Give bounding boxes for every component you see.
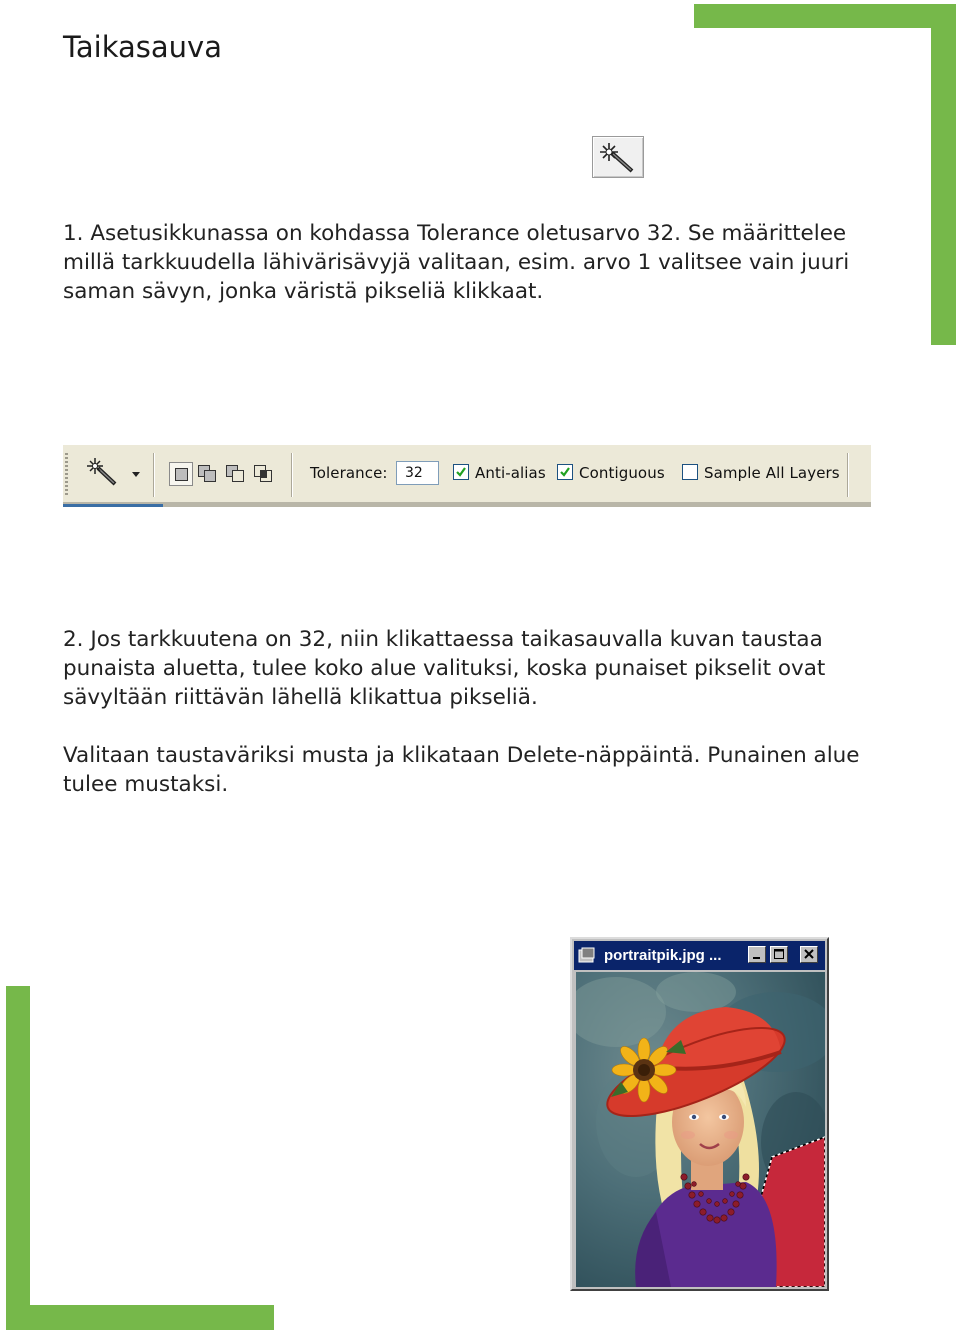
decorative-bar-bottom (6, 1305, 274, 1330)
tool-preset-dropdown-arrow[interactable] (132, 472, 140, 477)
decorative-bar-left (6, 986, 30, 1330)
magic-wand-tool-button[interactable] (592, 136, 644, 178)
decorative-bar-right (931, 4, 956, 345)
toolbar-separator (847, 453, 849, 497)
checkmark-icon (559, 466, 571, 478)
magic-wand-icon (599, 141, 639, 175)
sample-all-layers-label: Sample All Layers (704, 464, 840, 482)
anti-alias-label: Anti-alias (475, 464, 546, 482)
minimize-button[interactable] (748, 946, 766, 963)
document-titlebar[interactable] (574, 941, 825, 970)
paragraph-contiguous-selection: 2. Jos tarkkuutena on 32, niin klikattaessa taikasauvalla kuvan taustaa punaista aluetta, tulee koko alue valituksi, koska punaiset pikselit ovat sävyltään riittävän lähellä klikattua pikseliä. (63, 627, 826, 710)
document-icon (578, 947, 596, 963)
toolbar-grip[interactable] (65, 453, 68, 495)
checkmark-icon (455, 466, 467, 478)
paragraph-tolerance: 1. Asetusikkunassa on kohdassa Tolerance oletusarvo 32. Se määrittelee millä tarkkuudella lähivärisävyjä valitaan, esim. arvo 1 valitsee vain juuri saman sävyn, jonka väristä pikseliä klikkaat. (63, 221, 850, 304)
tolerance-input[interactable]: 32 (396, 461, 439, 485)
document-title: portraitpik.jpg ... (604, 947, 722, 964)
new-selection-icon (175, 468, 188, 481)
maximize-icon (774, 949, 785, 960)
contiguous-label: Contiguous (579, 464, 665, 482)
subtract-from-selection-button[interactable] (223, 462, 247, 486)
toolbar-separator (153, 453, 155, 497)
paragraph-delete-fill: Valitaan taustaväriksi musta ja klikataan Delete-näppäintä. Punainen alue tulee mustaksi. (63, 743, 860, 797)
document-window (570, 937, 829, 1291)
page-title: Taikasauva (63, 30, 222, 64)
add-to-selection-button[interactable] (195, 462, 219, 486)
toolbar-active-indicator (63, 504, 163, 507)
close-icon (804, 949, 815, 960)
anti-alias-checkbox[interactable] (453, 464, 469, 480)
magic-wand-icon[interactable] (87, 457, 121, 487)
maximize-button[interactable] (770, 946, 788, 963)
magic-wand-options-bar (63, 443, 871, 507)
sample-all-layers-checkbox[interactable] (682, 464, 698, 480)
contiguous-checkbox[interactable] (557, 464, 573, 480)
decorative-bar-top (694, 4, 956, 28)
close-button[interactable] (800, 946, 818, 963)
intersect-selection-button[interactable] (251, 462, 275, 486)
tolerance-label: Tolerance: (310, 464, 388, 482)
new-selection-button[interactable] (169, 462, 193, 486)
toolbar-separator (291, 453, 293, 497)
portrait-photo (576, 972, 825, 1287)
minimize-icon (752, 949, 762, 960)
